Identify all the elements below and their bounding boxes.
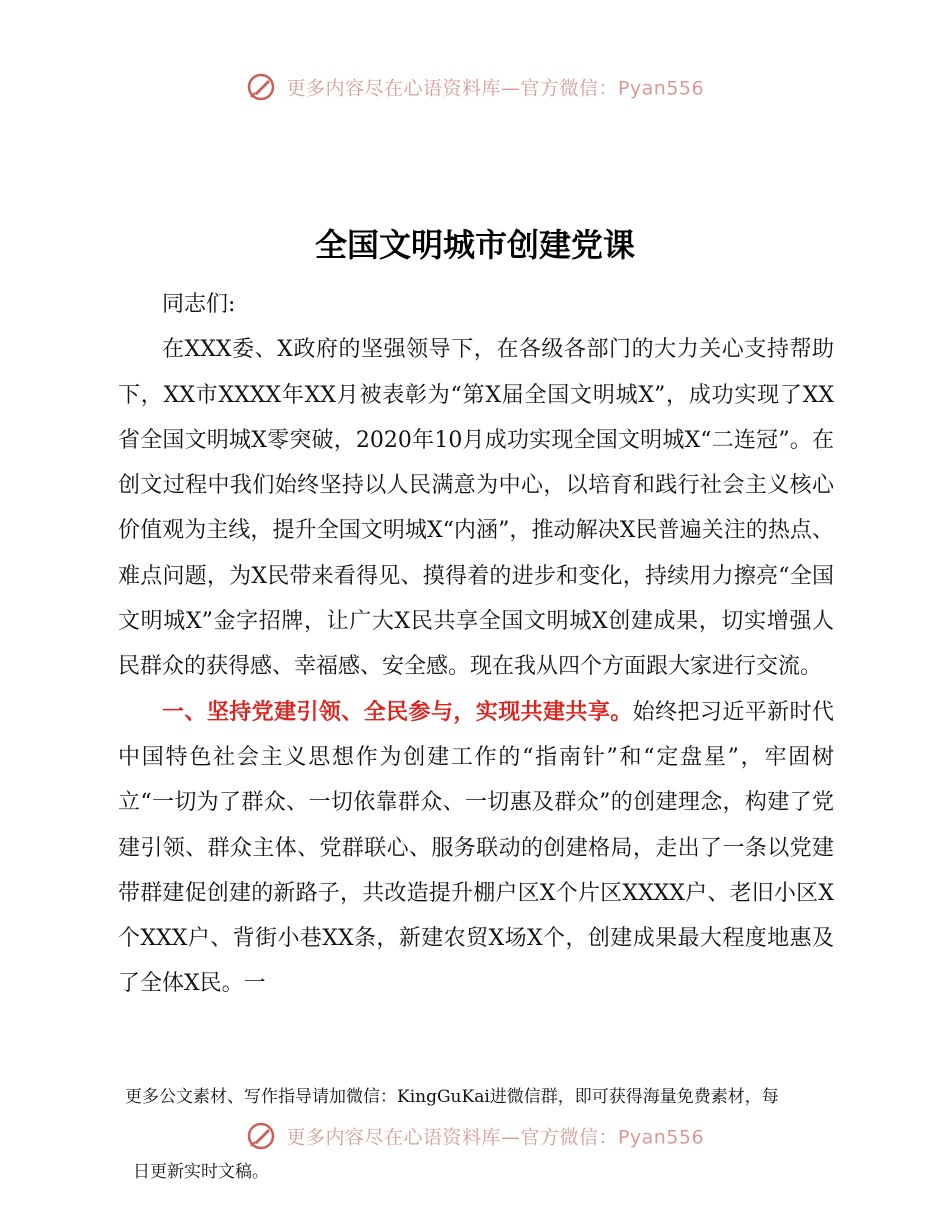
- section-heading-1: 一、坚持党建引领、全民参与，实现共建共享。: [162, 699, 633, 725]
- paragraph-section-1: [118, 690, 834, 1007]
- footer-note: 更多公文素材、写作指导请加微信：KingGuKai进微信群，即可获得海量免费素材，每: [125, 1087, 779, 1107]
- watermark-text: 更多内容尽在心语资料库—官方微信：Pyan556: [286, 77, 705, 100]
- paragraph-intro: 在XXX委、X政府的坚强领导下，在各级各部门的大力关心支持帮助下，XX市XXXX年XX月被表彰为“第X届全国文明城X”，成功实现了XX省全国文明城X零突破，2020年10月成功实现全国文明城X“二连冠”。在创文过程中我们始终坚持以人民满意为中心，以培育和践行社会主义核心价值观为主线，提升全国文明城X“内涵”，推动解决X民普遍关注的热点、难点问题，为X民带来看得见、摸得着的进步和变化，持续用力擦亮“全国文明城X”金字招牌，让广大X民共享全国文明城X创建成果，切实增强人民群众的获得感、幸福感、安全感。现在我从四个方面跟大家进行交流。: [118, 337, 834, 680]
- watermark-footer: [0, 1121, 950, 1151]
- quill-logo-icon: [246, 72, 276, 102]
- section-text-1: 始终把习近平新时代中国特色社会主义思想作为创建工作的“指南针”和“定盘星”，牢固树立“一切为了群众、一切依靠群众、一切惠及群众”的创建理念，构建了党建引领、群众主体、党群联心、服务联动的创建格局，走出了一条以党建带群建促创建的新路子，共改造提升棚户区X个片区XXXX户、老旧小区X个XXX户、背街小巷XX条，新建农贸X场X个，创建成果最大程度地惠及了全体X民。一: [118, 699, 834, 997]
- watermark-header: [0, 72, 950, 102]
- watermark-text: 更多内容尽在心语资料库—官方微信：Pyan556: [286, 1126, 705, 1149]
- salutation: 同志们:: [162, 292, 236, 317]
- footer-note-continued: 日更新实时文稿。: [133, 1162, 269, 1182]
- document-body: [118, 282, 834, 1007]
- quill-logo-icon: [246, 1121, 276, 1151]
- page-title: 全国文明城市创建党课: [314, 226, 635, 264]
